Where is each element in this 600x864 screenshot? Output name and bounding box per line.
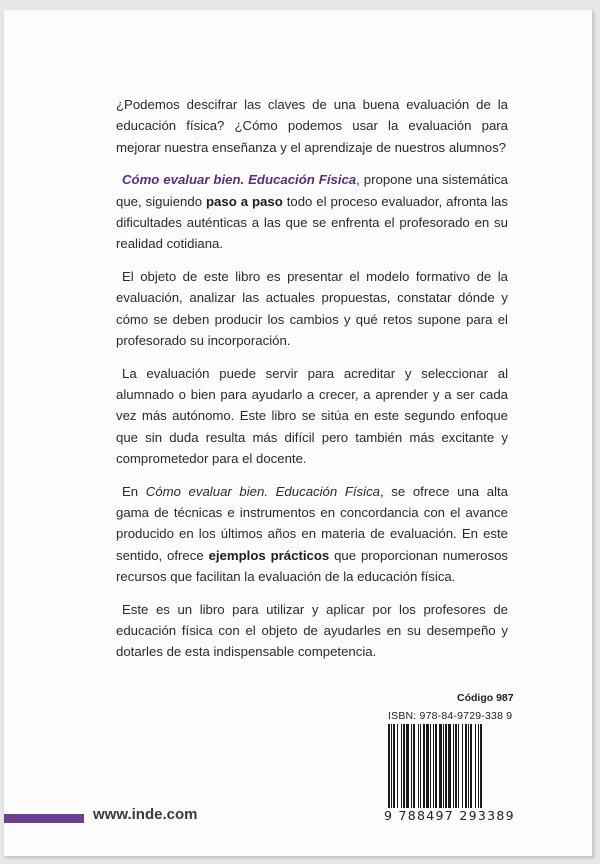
paragraph-2-text-b: todo el proceso evaluador, afronta las dificultades auténticas a las que se enfrenta el profesorado en su realidad cotidiana. [116, 193, 508, 252]
paragraph-6-text: Este es un libro para utilizar y aplicar por los profesores de educación física con el objeto de ayudarles en su desempeño y dotarles de esta indispensable competencia. [116, 601, 508, 660]
paragraph-5-text-b: , se ofrece una alta gama de técnicas e instrumentos en concordancia con el avance producido en los últimos años en materia de evaluación. En este sentido, ofrece [116, 483, 508, 563]
paragraph-5-text-c: que proporcionan numerosos recursos que facilitan la evaluación de la educación física. [116, 547, 509, 584]
book-title-italic: Cómo evaluar bien. Educación Física [145, 483, 381, 499]
paragraph-6 [116, 599, 508, 663]
paragraph-2-text-a: , propone una sistemática que, siguiendo [116, 172, 508, 209]
paso-a-paso-bold: paso a paso [206, 193, 283, 209]
accent-bar [4, 814, 84, 823]
blurb-text [116, 94, 508, 674]
book-back-cover [4, 10, 593, 856]
paragraph-4 [116, 363, 508, 469]
paragraph-5-text-a: En [122, 483, 146, 499]
product-code: Código 987 [457, 692, 514, 704]
barcode-digits: 9 788497 293389 [384, 808, 515, 823]
paragraph-5 [116, 481, 508, 587]
website-url: www.inde.com [93, 806, 198, 823]
ejemplos-practicos-bold: ejemplos prácticos [208, 547, 330, 563]
isbn-label: ISBN: 978-84-9729-338 9 [388, 710, 513, 722]
paragraph-1-text: ¿Podemos descifrar las claves de una buena evaluación de la educación física? ¿Cómo podemos usar la evaluación para mejorar nuestra enseñanza y el aprendizaje de nuestros alumnos? [116, 97, 508, 155]
paragraph-4-text: La evaluación puede servir para acreditar y seleccionar al alumnado o bien para ayudarlo a crecer, a aprender y a ser cada vez más autónomo. Este libro se sitúa en este segundo enfoque que sin duda resulta más difícil pero también más excitante y comprometedor para el docente. [116, 365, 508, 466]
paragraph-2 [116, 169, 508, 254]
barcode-icon [386, 724, 518, 808]
book-title-highlight: Cómo evaluar bien. Educación Física [122, 172, 357, 188]
paragraph-3-text: El objeto de este libro es presentar el modelo formativo de la evaluación, analizar las actuales propuestas, constatar dónde y cómo se deben producir los cambios y qué retos supone para el profesorado su incorporación. [116, 269, 508, 348]
paragraph-1 [116, 94, 508, 158]
paragraph-3 [116, 266, 508, 351]
